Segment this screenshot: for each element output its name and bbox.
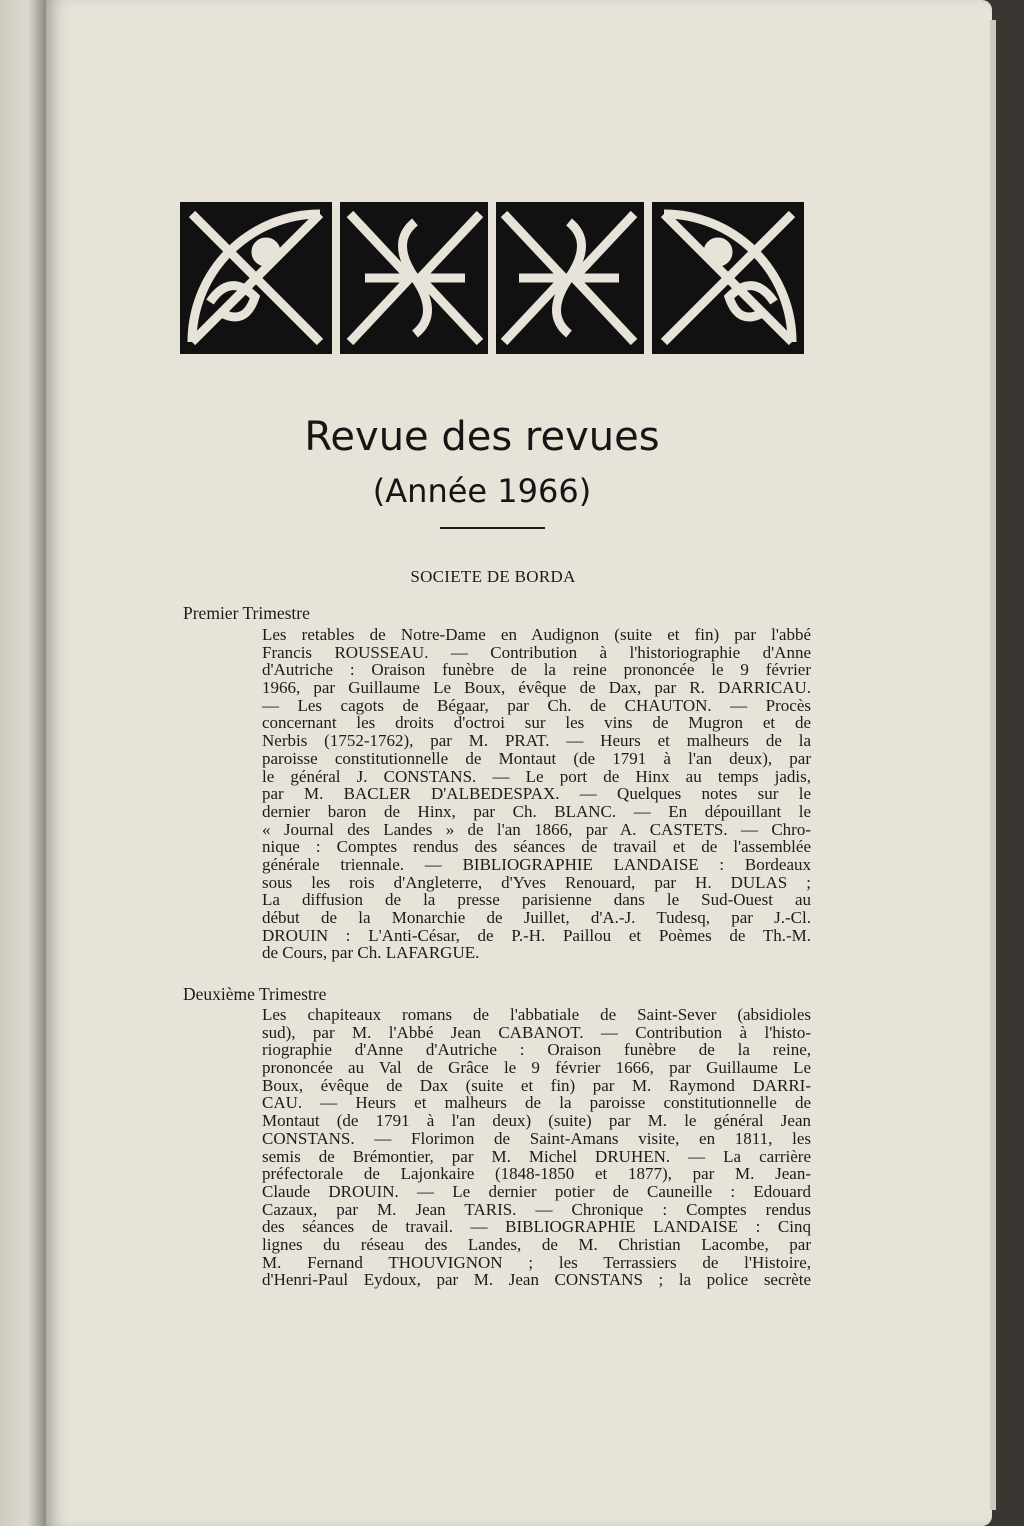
text-line: Francis ROUSSEAU. — Contribution à l'historiographie d'Anne: [262, 642, 811, 662]
text-line: semis de Brémontier, par M. Michel DRUHEN. — La carrière: [262, 1146, 811, 1166]
text-line: paroisse constitutionnelle de Montaut (de 1791 à l'an deux), par: [262, 748, 811, 768]
text-line: CAU. — Heurs et malheurs de la paroisse constitutionnelle de: [262, 1093, 811, 1113]
text-line: M. Fernand THOUVIGNON ; les Terrassiers de l'Histoire,: [262, 1252, 811, 1272]
text-line: début de la Monarchie de Juillet, d'A.-J. Tudesq, par J.-Cl.: [262, 908, 811, 927]
ornamental-banner: [180, 202, 804, 354]
text-line: Cazaux, par M. Jean TARIS. — Chronique : Comptes rendus: [262, 1199, 811, 1219]
text-line: le général J. CONSTANS. — Le port de Hinx au temps jadis,: [262, 766, 811, 786]
page-edge: [990, 20, 996, 1510]
society-heading: SOCIETE DE BORDA: [410, 567, 576, 586]
text-line: Nerbis (1752-1762), par M. PRAT. — Heurs et malheurs de la: [262, 731, 811, 751]
text-line: d'Autriche : Oraison funèbre de la reine prononcée le 9 février: [262, 660, 811, 680]
text-line: nique : Comptes rendus des séances de travail et de l'assemblée: [262, 837, 811, 857]
text-line: d'Henri-Paul Eydoux, par M. Jean CONSTANS ; la police secrète: [262, 1270, 811, 1290]
text-line: sud), par M. l'Abbé Jean CABANOT. — Contribution à l'histo-: [262, 1022, 811, 1042]
text-line: lignes du réseau des Landes, de M. Christian Lacombe, par: [262, 1234, 811, 1254]
text-line: Boux, évêque de Dax (suite et fin) par M. Raymond DARRI-: [262, 1075, 811, 1095]
text-line: des séances de travail. — BIBLIOGRAPHIE LANDAISE : Cinq: [262, 1217, 811, 1237]
text-line: dernier baron de Hinx, par Ch. BLANC. — En dépouillant le: [262, 801, 811, 821]
section-heading: Premier Trimestre: [183, 603, 310, 623]
text-line: DROUIN : L'Anti-César, de P.-H. Paillou et Poèmes de Th.-M.: [262, 925, 811, 945]
text-line: CONSTANS. — Florimon de Saint-Amans visite, en 1811, les: [262, 1128, 811, 1148]
facing-page-edge: [0, 0, 46, 1526]
page-title: Revue des revues: [304, 414, 660, 460]
page-subtitle: (Année 1966): [372, 472, 592, 510]
text-line: sous les rois d'Angleterre, d'Yves Renouard, par H. DULAS ;: [262, 872, 811, 892]
text-line: Claude DROUIN. — Le dernier potier de Cauneille : Edouard: [262, 1181, 811, 1201]
section-body: [262, 1006, 811, 1289]
text-line: Les retables de Notre-Dame en Audignon (suite et fin) par l'abbé: [262, 625, 811, 644]
text-line: Les chapiteaux romans de l'abbatiale de Saint-Sever (absidioles: [262, 1005, 811, 1024]
text-line: préfectorale de Lajonkaire (1848-1850 et 1877), par M. Jean-: [262, 1164, 811, 1184]
text-line: « Journal des Landes » de l'an 1866, par A. CASTETS. — Chro-: [262, 819, 811, 839]
section-heading: Deuxième Trimestre: [183, 984, 327, 1004]
section-body: [262, 626, 811, 962]
title-divider: [440, 527, 545, 529]
text-line: Montaut (de 1791 à l'an deux) (suite) par M. le général Jean: [262, 1111, 811, 1131]
text-line: — Les cagots de Bégaar, par Ch. de CHAUTON. — Procès: [262, 695, 811, 715]
text-line: riographie d'Anne d'Autriche : Oraison funèbre de la reine,: [262, 1040, 811, 1060]
text-line: par M. BACLER D'ALBEDESPAX. — Quelques notes sur le: [262, 784, 811, 804]
text-line: de Cours, par Ch. LAFARGUE.: [262, 943, 480, 963]
text-line: 1966, par Guillaume Le Boux, évêque de Dax, par R. DARRICAU.: [262, 678, 811, 698]
text-line: générale triennale. — BIBLIOGRAPHIE LANDAISE : Bordeaux: [262, 854, 811, 874]
text-line: concernant les droits d'octroi sur les vins de Mugron et de: [262, 713, 811, 733]
text-line: prononcée au Val de Grâce le 9 février 1666, par Guillaume Le: [262, 1058, 811, 1078]
text-line: La diffusion de la presse parisienne dans le Sud-Ouest au: [262, 890, 811, 910]
